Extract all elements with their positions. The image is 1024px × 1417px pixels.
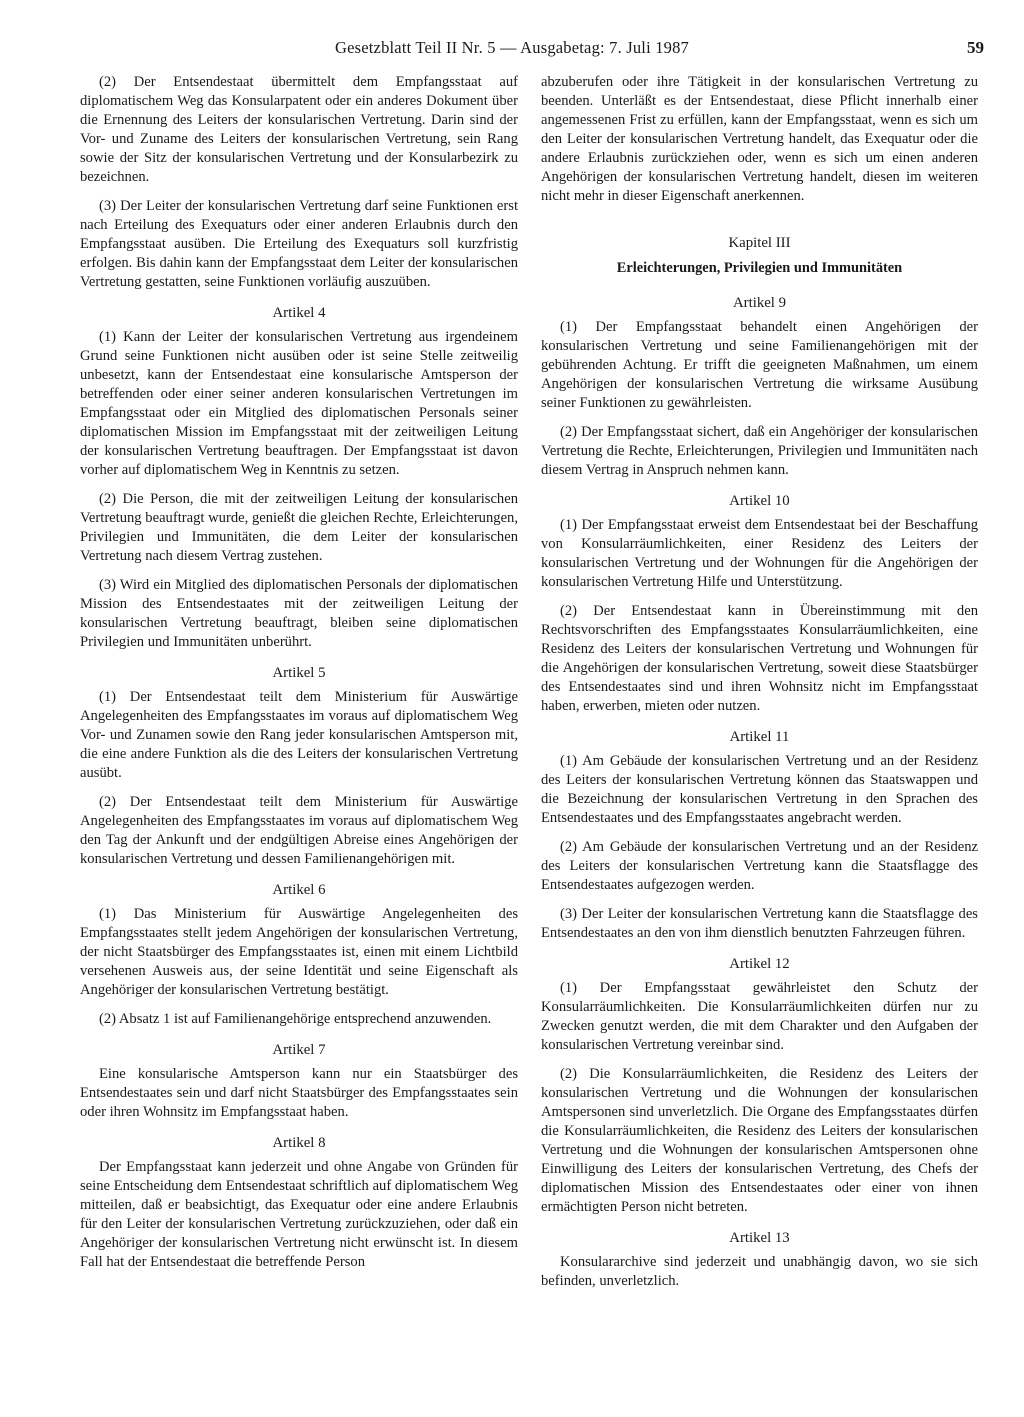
chapter-title: Erleichterungen, Privilegien und Immunitäten [616,260,903,276]
article-12-paragraph-2: (2) Die Konsularräumlichkeiten, die Residenz des Leiters der konsularischen Vertretung und die Wohnungen der konsularischen Amtspersonen sind unverletzlich. Die Organe des Empfangsstaates dürfen die Konsularräumlichkeiten, die Residenz des Leiters der konsularischen Vertretung und die Wohnungen der konsularischen Amtspersonen ohne Einwilligung des Leiters der konsularischen Vertretung, des Chefs der diplomatischen Mission des Entsendestaates oder einer von ihnen ermächtigten Person nicht betreten. [541,1066,978,1215]
article-12-heading: Artikel 12 [729,956,790,972]
article-3-paragraph-2: (2) Der Entsendestaat übermittelt dem Empfangsstaat auf diplomatischem Weg das Konsularpatent oder ein anderes Dokument über die Ernennung des Leiters der konsularischen Vertretung. Darin sind der Vor- und Zuname des Leiters der konsularischen Vertretung, sein Rang sowie der Sitz der konsularischen Vertretung und der Konsularbezirk zu bezeichnen. [80,74,518,185]
article-4-paragraph-2: (2) Die Person, die mit der zeitweiligen Leitung der konsularischen Vertretung beauftragt wurde, genießt die gleichen Rechte, Erleichterungen, Privilegien und Immunitäten, die dem Leiter der konsularischen Vertretung nach diesem Vertrag zustehen. [80,491,518,564]
article-3-paragraph-3: (3) Der Leiter der konsularischen Vertretung darf seine Funktionen erst nach Erteilung des Exequaturs oder einer anderen Erlaubnis durch den Empfangsstaat ausüben. Die Erteilung des Exequaturs soll kurzfristig erfolgen. Bis dahin kann der Empfangsstaat dem Leiter der konsularischen Vertretung gestatten, seine Funktionen vorläufig auszuüben. [80,198,518,290]
article-8-continuation: abzuberufen oder ihre Tätigkeit in der konsularischen Vertretung zu beenden. Unterläßt es der Entsendestaat, diese Pflicht innerhalb einer angemessenen Frist zu erfüllen, kann der Empfangsstaat, wenn es sich um den Leiter der konsularischen Vertretung handelt, das Exequatur oder die andere Erlaubnis zurückziehen oder, wenn es sich um einen anderen Angehörigen der konsularischen Vertretung handelt, diesen im weiteren nicht mehr in dieser Eigenschaft anerkennen. [541,74,978,204]
article-10-heading: Artikel 10 [729,493,790,509]
article-13-heading: Artikel 13 [729,1230,790,1246]
article-8-paragraph-1: Der Empfangsstaat kann jederzeit und ohne Angabe von Gründen für seine Entscheidung dem Entsendestaat schriftlich auf diplomatischem Weg mitteilen, daß er beabsichtigt, das Exequatur oder eine andere Erlaubnis für den Leiter der konsularischen Vertretung zurückzuziehen, oder daß ein Angehöriger der konsularischen Vertretung nicht erwünscht ist. In diesem Fall hat der Entsendestaat die betreffende Person [80,1159,518,1270]
article-5-heading: Artikel 5 [272,665,326,681]
article-11-paragraph-3: (3) Der Leiter der konsularischen Vertretung kann die Staatsflagge des Entsendestaates an den von ihm dienstlich benutzten Fahrzeugen führen. [541,906,978,941]
article-11-paragraph-1: (1) Am Gebäude der konsularischen Vertretung und an der Residenz des Leiters der konsularischen Vertretung können das Staatswappen und die Bezeichnung der konsularischen Vertretung in den Sprachen des Entsendestaates und des Empfangsstaates angebracht werden. [541,753,978,826]
article-10-paragraph-2: (2) Der Entsendestaat kann in Übereinstimmung mit den Rechtsvorschriften des Empfangsstaates Konsularräumlichkeiten, eine Residenz des Leiters der konsularischen Vertretung und Wohnungen für die Angehörigen der konsularischen Vertretung, soweit diese Staatsbürger des Entsendestaates sind und ihren Wohnsitz nicht im Empfangsstaat haben, erwerben, mieten oder nutzen. [541,603,978,714]
article-7-paragraph-1: Eine konsularische Amtsperson kann nur ein Staatsbürger des Entsendestaates sein und darf nicht Staatsbürger des Empfangsstaates sein oder ihren Wohnsitz im Empfangsstaat haben. [80,1066,518,1120]
article-9-heading: Artikel 9 [732,295,786,311]
chapter-label: Kapitel III [728,235,791,251]
article-4-paragraph-1: (1) Kann der Leiter der konsularischen Vertretung aus irgendeinem Grund seine Funktionen nicht ausüben oder ist seine Stelle zeitweilig unbesetzt, kann der Entsendestaat eine konsularische Amtsperson der betreffenden oder einer seiner anderen konsularischen Vertretungen im Empfangsstaat oder ein Mitglied des diplomatischen Personals seiner diplomatischen Mission im Empfangsstaat mit der zeitweiligen Leitung der konsularischen Vertretung beauftragen. Der Empfangsstaat ist davon vorher auf diplomatischem Weg in Kenntnis zu setzen. [80,329,518,478]
article-10-paragraph-1: (1) Der Empfangsstaat erweist dem Entsendestaat bei der Beschaffung von Konsularräumlichkeiten, einer Residenz des Leiters der konsularischen Vertretung und der Wohnungen für die Angehörigen der konsularischen Vertretung Hilfe und Unterstützung. [541,517,978,590]
article-9-paragraph-1: (1) Der Empfangsstaat behandelt einen Angehörigen der konsularischen Vertretung und seine Familienangehörigen mit der gebührenden Achtung. Er trifft die geeigneten Maßnahmen, um einem Angehörigen der konsularischen Vertretung die wirksame Ausübung seiner Funktionen zu gewährleisten. [541,319,978,411]
article-9-paragraph-2: (2) Der Empfangsstaat sichert, daß ein Angehöriger der konsularischen Vertretung die Rechte, Erleichterungen, Privilegien und Immunitäten nach diesem Vertrag in Anspruch nehmen kann. [541,424,978,478]
article-5-paragraph-1: (1) Der Entsendestaat teilt dem Ministerium für Auswärtige Angelegenheiten des Empfangsstaates im voraus auf diplomatischem Weg Vor- und Zunamen sowie den Rang jeder konsularischen Amtsperson mit, die eine andere Funktion als die des Leiters der konsularischen Vertretung ausübt. [80,689,518,781]
page-header [0,38,1024,62]
article-8-heading: Artikel 8 [272,1135,326,1151]
article-6-paragraph-2: (2) Absatz 1 ist auf Familienangehörige entsprechend anzuwenden. [99,1011,492,1027]
right-column [541,73,978,1301]
article-11-paragraph-2: (2) Am Gebäude der konsularischen Vertretung und an der Residenz des Leiters der konsularischen Vertretung kann die Staatsflagge des Entsendestaates aufgezogen werden. [541,839,978,893]
left-column [80,73,518,1282]
article-7-heading: Artikel 7 [272,1042,326,1058]
article-6-paragraph-1: (1) Das Ministerium für Auswärtige Angelegenheiten des Empfangsstaates stellt jedem Angehörigen der konsularischen Vertretung, der nicht Staatsbürger des Empfangsstaates ist, einen mit einem Lichtbild versehenen Ausweis aus, der seine Identität und seine Eigenschaft als Angehöriger der konsularischen Vertretung bestätigt. [80,906,518,998]
gazette-title: Gesetzblatt Teil II Nr. 5 — Ausgabetag: 7. Juli 1987 [334,38,689,57]
page-number: 59 [967,38,984,57]
article-11-heading: Artikel 11 [729,729,790,745]
article-4-heading: Artikel 4 [272,305,326,321]
article-4-paragraph-3: (3) Wird ein Mitglied des diplomatischen Personals der diplomatischen Mission des Entsendestaates mit der zeitweiligen Leitung der konsularischen Vertretung beauftragt, bleiben seine diplomatischen Privilegien und Immunitäten unberührt. [80,577,518,650]
article-5-paragraph-2: (2) Der Entsendestaat teilt dem Ministerium für Auswärtige Angelegenheiten des Empfangsstaates im voraus auf diplomatischem Weg den Tag der Ankunft und der endgültigen Abreise eines Angehörigen der konsularischen Vertretung und dessen Familienangehörigen mit. [80,794,518,867]
article-12-paragraph-1: (1) Der Empfangsstaat gewährleistet den Schutz der Konsularräumlichkeiten. Die Konsularräumlichkeiten dürfen nur zu Zwecken genutzt werden, die mit dem Charakter und den Aufgaben der konsularischen Vertretung vereinbar sind. [541,980,978,1053]
article-6-heading: Artikel 6 [272,882,326,898]
article-13-paragraph-1: Konsulararchive sind jederzeit und unabhängig davon, wo sie sich befinden, unverletzlich. [541,1254,978,1289]
